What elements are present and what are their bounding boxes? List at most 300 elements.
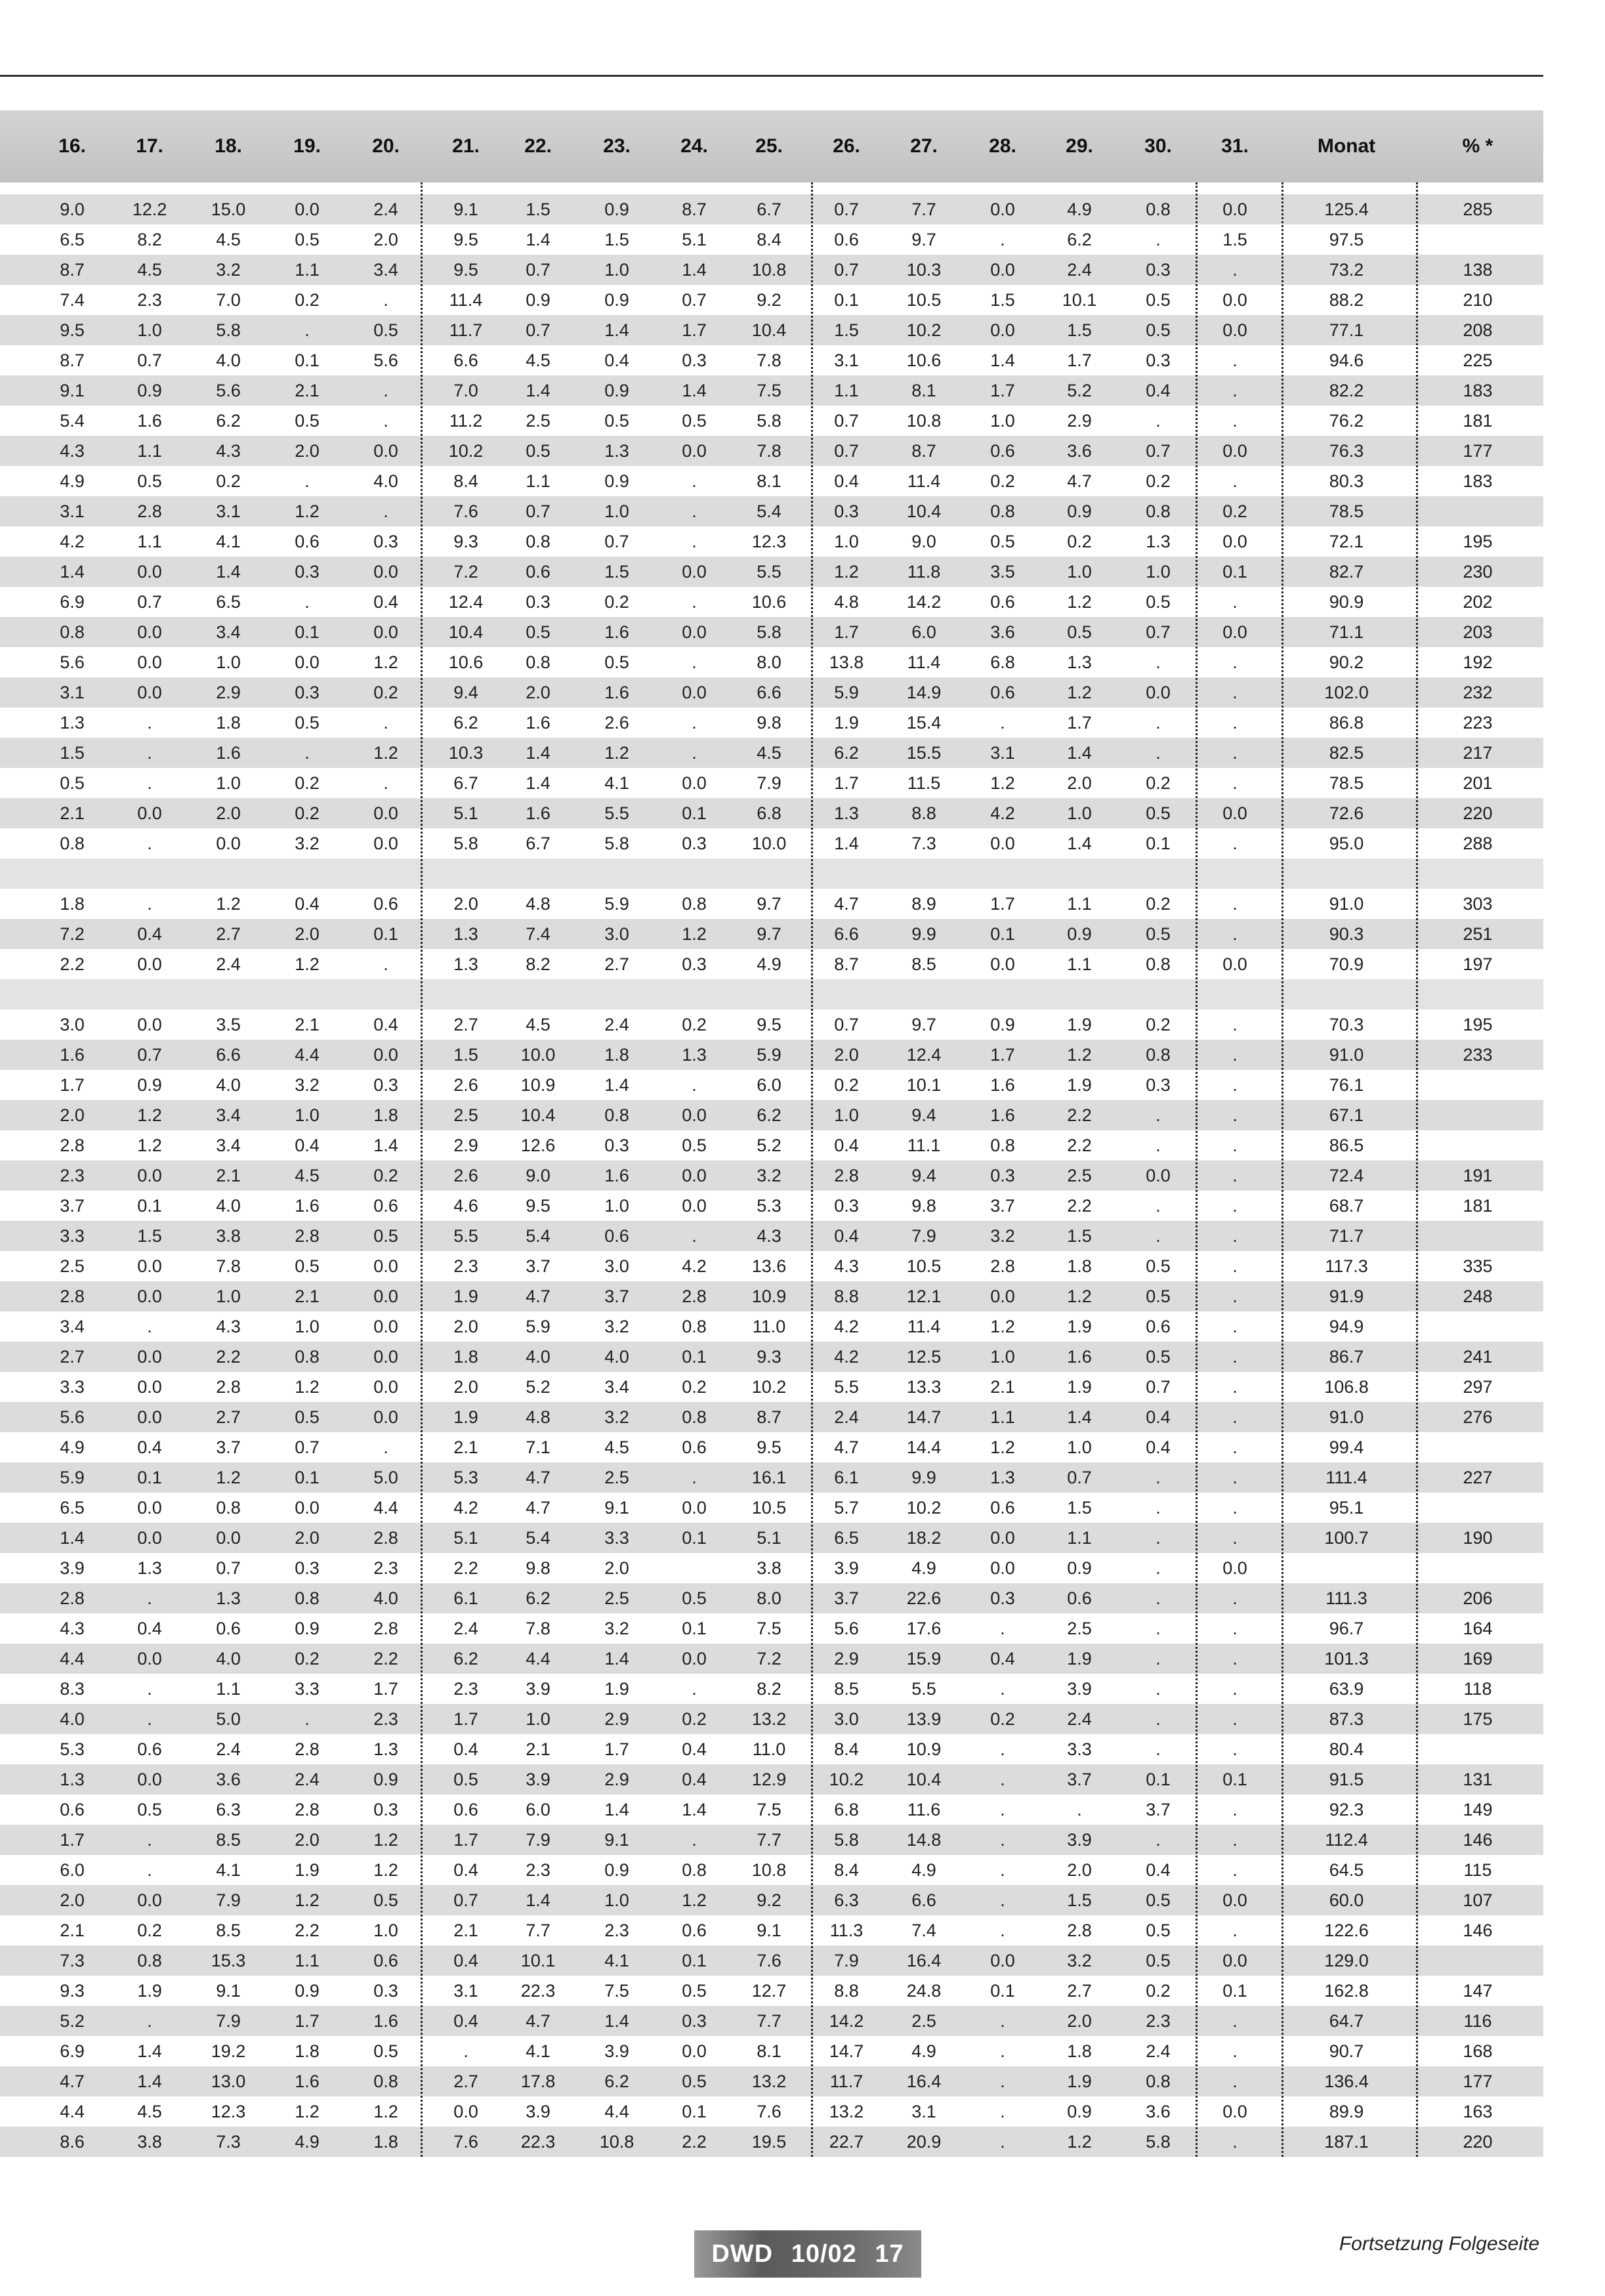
table-cell: 0.0 [682,1196,707,1216]
table-cell: 0.6 [990,441,1015,461]
table-cell: 22.3 [520,2132,556,2152]
table-cell: 1.1 [137,441,162,461]
table-cell: 9.9 [911,1468,936,1487]
table-cell: 1.4 [526,773,551,793]
table-cell: 9.7 [757,894,782,914]
table-cell: 4.4 [295,1045,320,1065]
table-cell: 10.3 [906,260,942,280]
table-cell: 22.3 [520,1981,556,2001]
table-row [0,526,1543,557]
table-cell: 2.4 [453,1619,478,1638]
table-cell: 0.3 [990,1166,1015,1185]
table-cell: 0.7 [834,200,859,219]
table-cell: 7.3 [911,834,936,853]
table-cell: 8.4 [834,1860,859,1880]
table-cell: 1.2 [682,1890,707,1910]
table-cell: 0.0 [990,834,1015,853]
table-cell: 10.0 [751,834,787,853]
table-cell: 0.8 [1146,1045,1171,1065]
table-cell: 0.5 [604,652,629,672]
table-cell: 0.1 [682,1347,707,1367]
table-cell: 9.4 [911,1166,936,1185]
table-cell: . [147,1317,152,1336]
table-cell: 181 [1463,411,1493,431]
table-cell: 0.7 [137,351,162,370]
table-cell: 1.4 [60,1528,85,1548]
table-cell: . [147,743,152,763]
table-cell: 10.2 [448,441,484,461]
page-number: 17 [875,2240,904,2268]
table-cell: 4.2 [990,803,1015,823]
table-cell: 3.7 [526,1256,551,1276]
table-cell: 9.0 [60,200,85,219]
table-cell: 131 [1463,1770,1493,1789]
table-cell: 2.5 [453,1105,478,1125]
table-cell: 4.6 [453,1196,478,1216]
table-cell: 3.2 [604,1407,629,1427]
table-cell: 10.2 [751,1377,787,1397]
table-cell: 1.9 [834,713,859,733]
table-row [0,647,1543,677]
table-cell: 2.7 [453,1015,478,1034]
table-cell: 0.7 [526,260,551,280]
table-cell: 0.0 [1222,622,1247,642]
table-cell: . [1156,1588,1161,1608]
table-cell: 95.1 [1329,1498,1364,1518]
table-cell: 70.9 [1329,954,1364,974]
table-cell: 10.4 [448,622,484,642]
table-cell: 147 [1463,1981,1493,2001]
table-cell: 94.6 [1329,351,1364,370]
table-cell: 3.0 [604,1256,629,1276]
table-cell: 9.5 [757,1015,782,1034]
column-header: 27. [910,135,938,157]
table-cell: 0.0 [137,1528,162,1548]
table-cell: . [383,501,388,521]
table-cell: 2.8 [373,1619,398,1638]
table-cell: 9.0 [526,1166,551,1185]
table-cell: . [1232,1498,1238,1518]
table-cell: 6.2 [453,1649,478,1669]
table-cell: 6.6 [216,1045,241,1065]
table-cell: 0.3 [373,1981,398,2001]
table-cell: 116 [1463,2011,1492,2031]
table-cell: 4.5 [757,743,782,763]
blank-row [0,979,1543,1010]
table-cell: 6.2 [526,1588,551,1608]
table-row [0,2096,1543,2127]
table-cell: . [1232,2011,1238,2031]
table-cell: 4.9 [60,1437,85,1457]
table-cell: 0.3 [1146,351,1171,370]
table-cell: 3.4 [604,1377,629,1397]
table-cell: 4.0 [604,1347,629,1367]
table-cell: 0.0 [295,200,320,219]
table-cell: 2.1 [295,381,320,400]
table-cell: . [383,713,388,733]
table-cell: . [1232,1800,1238,1819]
table-cell: 122.6 [1324,1921,1369,1940]
table-cell: 96.7 [1329,1619,1364,1638]
table-cell: 1.2 [990,1317,1015,1336]
table-cell: 1.7 [990,894,1015,914]
table-cell: 5.3 [60,1739,85,1759]
table-cell: 4.7 [834,894,859,914]
table-cell: 0.5 [373,320,398,340]
table-cell: 6.8 [834,1800,859,1819]
table-cell: 2.5 [604,1588,629,1608]
table-cell: 4.0 [373,471,398,491]
table-row [0,285,1543,315]
table-cell: 1.3 [60,713,85,733]
table-cell: 5.4 [757,501,782,521]
table-cell: 10.2 [906,1498,942,1518]
table-cell: 0.0 [682,2041,707,2061]
table-cell: 1.6 [60,1045,85,1065]
table-cell: 3.9 [526,2102,551,2121]
table-cell: 1.7 [373,1679,398,1699]
table-cell: 2.3 [373,1709,398,1729]
table-cell: 8.7 [60,260,85,280]
table-cell: 5.5 [453,1226,478,1246]
table-cell: 100.7 [1324,1528,1369,1548]
table-cell: 1.1 [1067,954,1092,974]
table-cell: 4.7 [1067,471,1092,491]
table-row [0,1251,1543,1281]
table-cell: 6.0 [757,1075,782,1095]
table-cell: 0.0 [216,1528,241,1548]
table-cell: 0.0 [990,260,1015,280]
table-cell: 0.1 [1146,1770,1171,1789]
table-row [0,919,1543,949]
table-cell: 0.9 [373,1770,398,1789]
table-cell: 6.0 [60,1860,85,1880]
table-cell: 4.9 [1067,200,1092,219]
table-cell: 1.7 [990,1045,1015,1065]
table-cell: 4.7 [526,1468,551,1487]
table-cell: 0.0 [137,803,162,823]
table-cell: 13.0 [211,2072,246,2091]
table-cell: 4.8 [526,894,551,914]
table-cell: 4.3 [216,1317,241,1336]
column-header: 21. [452,135,480,157]
table-cell: 2.0 [295,441,320,461]
table-cell: 0.0 [216,834,241,853]
table-cell: 10.2 [829,1770,864,1789]
table-cell: 0.3 [604,1136,629,1155]
table-cell: 72.1 [1329,532,1364,551]
table-cell: 11.3 [829,1921,864,1940]
table-cell: 195 [1463,1015,1493,1034]
table-row [0,1523,1543,1553]
table-cell: 0.0 [373,1347,398,1367]
table-cell: 0.0 [990,954,1015,974]
table-cell: . [304,1709,310,1729]
table-cell: 4.5 [216,230,241,249]
table-cell: 2.8 [682,1286,707,1306]
table-cell: 162.8 [1324,1981,1369,2001]
table-cell: . [147,894,152,914]
table-cell: 0.3 [682,954,707,974]
table-cell: . [304,471,310,491]
table-cell: 0.4 [137,1619,162,1638]
table-cell: 1.2 [137,1105,162,1125]
table-cell: 0.2 [216,471,241,491]
table-cell: 4.1 [604,773,629,793]
table-cell: 10.1 [1062,290,1097,310]
table-cell: 3.8 [757,1558,782,1578]
table-cell: 2.4 [834,1407,859,1427]
table-cell: 76.3 [1329,441,1364,461]
table-cell: 3.2 [1067,1951,1092,1970]
table-cell: 1.7 [295,2011,320,2031]
table-cell: 9.9 [911,924,936,944]
table-cell: 1.7 [834,773,859,793]
table-cell: 0.7 [1146,1377,1171,1397]
table-cell: 8.5 [216,1921,241,1940]
table-cell: 1.7 [834,622,859,642]
table-cell: 4.9 [911,1558,936,1578]
table-cell: 2.8 [60,1136,85,1155]
table-cell: 0.5 [295,1407,320,1427]
table-cell: 9.1 [216,1981,241,2001]
table-cell: 177 [1463,441,1493,461]
table-cell: 1.0 [604,501,629,521]
table-cell: 8.4 [834,1739,859,1759]
table-cell: 2.8 [216,1377,241,1397]
table-cell: 0.7 [1146,441,1171,461]
table-row [0,617,1543,647]
table-cell: 1.7 [1067,713,1092,733]
table-cell: 210 [1463,290,1493,310]
table-cell: 0.0 [137,1649,162,1669]
column-separator [1416,182,1418,2157]
table-cell: 4.4 [604,2102,629,2121]
table-cell: 1.5 [1222,230,1247,249]
table-cell: 7.8 [757,351,782,370]
table-cell: 5.2 [757,1136,782,1155]
table-cell: 10.1 [520,1951,556,1970]
table-cell: 15.5 [906,743,942,763]
table-row [0,2006,1543,2036]
table-row [0,1493,1543,1523]
table-cell: 0.0 [1222,1890,1247,1910]
table-cell: 9.3 [453,532,478,551]
table-cell: 233 [1463,1045,1493,1065]
table-cell: 3.3 [604,1528,629,1548]
table-cell: 4.5 [526,1015,551,1034]
table-cell: 1.4 [682,1800,707,1819]
table-cell: . [1232,1619,1238,1638]
table-cell: 5.6 [60,1407,85,1427]
table-cell: 76.2 [1329,411,1364,431]
table-cell: 0.9 [604,471,629,491]
table-row [0,587,1543,617]
table-cell: 0.2 [137,1921,162,1940]
table-cell: . [692,532,697,551]
table-cell: 2.2 [373,1649,398,1669]
table-cell: 0.1 [1222,1770,1247,1789]
table-cell: 1.2 [990,773,1015,793]
table-cell: 0.5 [295,1256,320,1276]
table-cell: 5.4 [526,1226,551,1246]
table-cell: 0.4 [453,1951,478,1970]
table-cell: 6.5 [60,1498,85,1518]
table-cell: 8.2 [526,954,551,974]
table-cell: 2.0 [295,1830,320,1850]
column-header: 20. [372,135,400,157]
table-cell: 1.8 [453,1347,478,1367]
table-cell: . [1232,743,1238,763]
table-cell: 0.0 [990,1528,1015,1548]
table-cell: 12.3 [211,2102,246,2121]
table-cell: 0.2 [1067,532,1092,551]
table-cell: 1.7 [604,1739,629,1759]
table-cell: 90.9 [1329,592,1364,612]
table-cell: 7.9 [757,773,782,793]
table-cell: 5.2 [1067,381,1092,400]
table-cell: 11.0 [752,1317,786,1336]
table-cell: 0.4 [1146,1407,1171,1427]
table-cell: 3.1 [911,2102,936,2121]
table-cell: 163 [1463,2102,1493,2121]
table-cell: 190 [1463,1528,1493,1548]
table-cell: 276 [1463,1407,1493,1427]
table-cell: 0.6 [834,230,859,249]
table-cell: 6.6 [911,1890,936,1910]
table-cell: 13.2 [751,2072,787,2091]
table-cell: 3.2 [216,260,241,280]
table-cell: 0.0 [682,773,707,793]
table-cell: 0.0 [137,1166,162,1185]
table-cell: 0.0 [1222,532,1247,551]
table-cell: 0.3 [295,683,320,702]
table-cell: 1.5 [1067,1498,1092,1518]
table-cell: 6.7 [757,200,782,219]
table-cell: 91.5 [1329,1770,1364,1789]
table-cell: 7.4 [60,290,85,310]
table-cell: 106.8 [1324,1377,1369,1397]
table-cell: 12.2 [132,200,167,219]
table-row [0,1432,1543,1462]
table-cell: 0.5 [682,1136,707,1155]
table-cell: . [692,1226,697,1246]
table-cell: 1.2 [295,1890,320,1910]
table-cell: 1.3 [373,1739,398,1759]
table-cell: 4.9 [60,471,85,491]
table-cell: 4.3 [834,1256,859,1276]
column-separator [811,182,813,2157]
table-cell: 136.4 [1324,2072,1369,2091]
table-cell: 2.8 [60,1286,85,1306]
table-cell: 2.6 [453,1166,478,1185]
table-cell: 4.2 [60,532,85,551]
table-cell: 7.0 [216,290,241,310]
table-cell: 0.0 [1222,441,1247,461]
table-cell: 0.7 [834,411,859,431]
table-cell: 5.9 [526,1317,551,1336]
table-cell: . [1232,1679,1238,1699]
table-cell: . [1156,1558,1161,1578]
table-cell: 6.2 [216,411,241,431]
table-cell: . [1232,1226,1238,1246]
table-cell: 0.8 [295,1588,320,1608]
table-cell: 1.2 [990,1437,1015,1457]
table-cell: 0.6 [453,1800,478,1819]
table-cell: . [147,1830,152,1850]
table-cell: 9.1 [757,1921,782,1940]
table-cell: . [147,713,152,733]
table-cell: 0.8 [137,1951,162,1970]
table-cell: 177 [1463,2072,1493,2091]
table-cell: 0.7 [216,1558,241,1578]
table-cell: 0.6 [373,1951,398,1970]
table-cell: 1.2 [295,1377,320,1397]
column-header: 16. [58,135,86,157]
table-cell: 3.4 [373,260,398,280]
table-cell: 10.3 [448,743,484,763]
table-row [0,345,1543,375]
table-cell: 0.0 [1146,683,1171,702]
table-row [0,315,1543,345]
table-cell: 0.8 [1146,954,1171,974]
table-cell: 1.4 [1067,743,1092,763]
table-cell: . [1156,230,1161,249]
column-header: 17. [136,135,163,157]
table-cell: 0.9 [137,381,162,400]
table-cell: . [1156,713,1161,733]
table-cell: 0.5 [453,1770,478,1789]
table-cell: 11.4 [907,1317,941,1336]
table-cell: 0.9 [1067,924,1092,944]
table-cell: 187.1 [1324,2132,1369,2152]
table-cell: 10.6 [448,652,484,672]
table-cell: 4.3 [216,441,241,461]
table-cell: 0.6 [682,1921,707,1940]
table-row [0,496,1543,526]
table-row [0,1855,1543,1885]
table-cell: 91.0 [1329,894,1364,914]
table-cell: 1.9 [137,1981,162,2001]
footer-publication-tag [694,2230,921,2278]
table-cell: 73.2 [1329,260,1364,280]
table-cell: 2.8 [295,1739,320,1759]
table-cell: 0.4 [604,351,629,370]
table-cell: 82.7 [1329,562,1364,582]
table-cell: 2.0 [373,230,398,249]
table-cell: 1.4 [990,351,1015,370]
table-cell: 4.3 [60,441,85,461]
table-cell: 0.0 [137,954,162,974]
column-header: 30. [1144,135,1172,157]
table-cell: 1.6 [295,1196,320,1216]
table-cell: 1.9 [1067,1649,1092,1669]
table-cell: . [304,320,310,340]
table-cell: 0.3 [682,351,707,370]
table-cell: 0.5 [1146,803,1171,823]
column-separator [421,182,423,2157]
table-cell: 0.0 [295,652,320,672]
table-row [0,1281,1543,1311]
table-cell: 0.1 [1222,1981,1247,2001]
table-cell: 1.7 [453,1830,478,1850]
table-cell: 0.1 [137,1196,162,1216]
table-cell: 3.7 [60,1196,85,1216]
table-cell: 3.4 [216,1105,241,1125]
table-cell: 208 [1463,320,1493,340]
table-cell: 7.9 [216,1890,241,1910]
table-row [0,436,1543,466]
